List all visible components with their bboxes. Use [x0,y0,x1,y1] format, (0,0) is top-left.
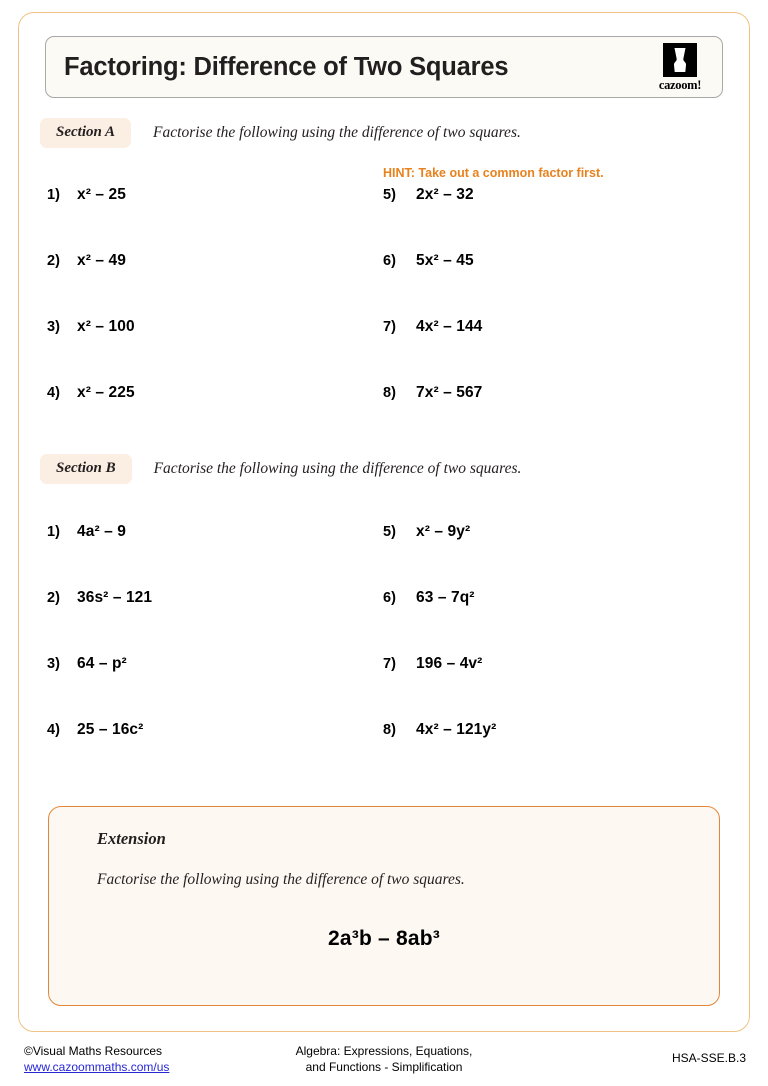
question-expression: 196 – 4v² [416,655,483,672]
question-number: 5) [383,187,396,203]
question-item [383,384,482,402]
question-row [47,318,707,384]
question-expression: 2x² – 32 [416,186,474,203]
copyright-text: ©Visual Maths Resources [24,1044,163,1058]
question-item [383,523,470,541]
section-a-label: Section A [40,118,131,148]
question-number: 4) [47,722,60,738]
page-title: Factoring: Difference of Two Squares [64,52,509,81]
question-item [47,318,135,336]
question-item [47,655,127,673]
footer-topic-line-1: Algebra: Expressions, Equations, [295,1044,473,1058]
cazoom-logo [652,41,708,93]
question-row [47,721,707,787]
question-number: 8) [383,722,396,738]
question-number: 4) [47,385,60,401]
question-number: 6) [383,253,396,269]
question-number: 8) [383,385,396,401]
question-expression: 5x² – 45 [416,252,474,269]
question-expression: x² – 25 [77,186,126,203]
extension-title: Extension [97,829,166,848]
question-row [47,186,707,252]
question-item [383,252,474,270]
question-item [47,523,126,541]
question-item [383,655,482,673]
cazoom-hourglass-icon [663,43,697,77]
question-number: 7) [383,656,396,672]
question-item [47,186,126,204]
question-item [47,589,152,607]
question-expression: 64 – p² [77,655,127,672]
question-expression: 36s² – 121 [77,589,153,606]
question-expression: 63 – 7q² [416,589,475,606]
question-item [47,252,126,270]
footer-topic-line-2: and Functions - Simplification [305,1060,463,1074]
question-expression: 4x² – 121y² [416,721,497,738]
question-row [47,523,707,589]
question-number: 6) [383,590,396,606]
question-expression: 7x² – 567 [416,384,483,401]
page-footer [0,1043,768,1085]
question-number: 2) [47,253,60,269]
question-item [383,721,496,739]
question-expression: 4a² – 9 [77,523,126,540]
extension-instruction: Factorise the following using the difference of two squares. [97,871,465,888]
section-b-header [40,454,521,484]
extension-expression: 2a³b – 8ab³ [328,927,440,950]
section-a-hint: HINT: Take out a common factor first. [383,166,604,180]
standard-code: HSA-SSE.B.3 [671,1051,746,1065]
question-item [383,589,475,607]
section-b-questions [47,523,707,787]
question-row [47,252,707,318]
section-b-label: Section B [40,454,132,484]
cazoom-wordmark: cazoom! [658,77,702,92]
question-expression: x² – 225 [77,384,135,401]
section-a-questions [47,186,707,450]
question-row [47,589,707,655]
question-number: 7) [383,319,396,335]
question-item [383,186,474,204]
section-b-instruction: Factorise the following using the difference of two squares. [153,460,522,477]
question-number: 3) [47,656,60,672]
question-number: 3) [47,319,60,335]
question-expression: x² – 49 [77,252,126,269]
question-item [47,721,143,739]
footer-topic [0,1043,768,1075]
question-number: 1) [47,524,60,540]
title-bar [45,36,723,98]
section-a-header [40,118,521,148]
question-item [47,384,135,402]
question-expression: x² – 9y² [416,523,471,540]
section-a-instruction: Factorise the following using the difference of two squares. [153,124,521,141]
question-expression: 25 – 16c² [77,721,144,738]
question-number: 5) [383,524,396,540]
website-link[interactable]: www.cazoommaths.com/us [24,1060,170,1074]
question-number: 1) [47,187,60,203]
question-expression: 4x² – 144 [416,318,483,335]
question-item [383,318,482,336]
question-row [47,384,707,450]
question-expression: x² – 100 [77,318,135,335]
extension-box [48,806,720,1006]
question-row [47,655,707,721]
question-number: 2) [47,590,60,606]
